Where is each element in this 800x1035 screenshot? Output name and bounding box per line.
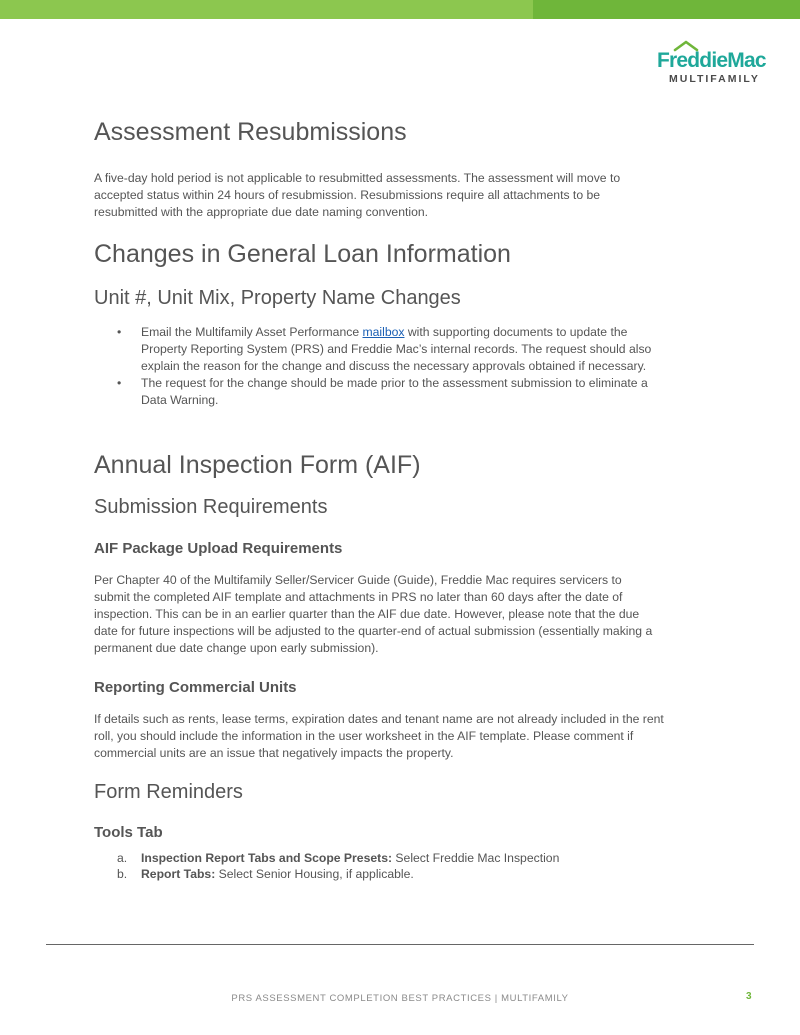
section-title-resubmissions: Assessment Resubmissions — [94, 118, 407, 146]
body-line: resubmitted with the appropriate due date naming convention. — [94, 205, 429, 219]
bullet-icon: • — [117, 376, 122, 390]
item-label: Inspection Report Tabs and Scope Presets: — [141, 851, 393, 865]
section-title-general-loan: Changes in General Loan Information — [94, 240, 511, 268]
body-line: If details such as rents, lease terms, expiration dates and tenant name are not already included in the rent — [94, 712, 664, 726]
top-accent-bar-dark — [533, 0, 800, 19]
unit-changes-list — [94, 324, 734, 409]
bullet-text: with supporting documents to update the — [404, 325, 628, 339]
tools-tab-list — [94, 850, 734, 882]
heading-tools-tab: Tools Tab — [94, 824, 163, 841]
bullet-text: explain the reason for the change and discuss the necessary approvals obtained if necessary. — [141, 359, 647, 373]
subsection-title-form-reminders: Form Reminders — [94, 781, 243, 803]
body-line: permanent due date change upon early submission). — [94, 641, 379, 655]
bullet-text: The request for the change should be made prior to the assessment submission to eliminate a — [141, 376, 648, 390]
bullet-text: Property Reporting System (PRS) and Freddie Mac’s internal records. The request should also — [141, 342, 652, 356]
body-line: date for future inspections will be adjusted to the quarter-end of actual submission (essentially making a — [94, 624, 653, 638]
logo-brand: FreddieMac — [657, 49, 766, 72]
bullet-text: Email the Multifamily Asset Performance — [141, 325, 363, 339]
heading-commercial-units: Reporting Commercial Units — [94, 679, 297, 696]
body-line: inspection. This can be in an earlier quarter than the AIF due date. However, please note that the due — [94, 607, 640, 621]
item-label: Report Tabs: — [141, 867, 216, 881]
heading-aif-package: AIF Package Upload Requirements — [94, 540, 343, 557]
subsection-title-unit-changes: Unit #, Unit Mix, Property Name Changes — [94, 287, 461, 309]
logo-subtitle: MULTIFAMILY — [669, 73, 760, 85]
body-line: accepted status within 24 hours of resubmission. Resubmissions require all attachments to be — [94, 188, 601, 202]
body-line: Per Chapter 40 of the Multifamily Seller/Servicer Guide (Guide), Freddie Mac requires servicers to — [94, 573, 622, 587]
footer-divider — [46, 944, 754, 945]
top-accent-bar — [0, 0, 800, 19]
body-line: roll, you should include the information in the user worksheet in the AIF template. Please comment if — [94, 729, 634, 743]
commercial-units-body — [94, 711, 754, 762]
subsection-title-submission: Submission Requirements — [94, 496, 328, 518]
page-number: 3 — [746, 991, 752, 1002]
section-title-aif: Annual Inspection Form (AIF) — [94, 451, 421, 479]
footer-title: PRS ASSESSMENT COMPLETION BEST PRACTICES | MULTIFAMILY — [231, 993, 569, 1004]
item-value: Select Freddie Mac Inspection — [392, 851, 560, 865]
list-item — [94, 375, 734, 409]
list-item — [94, 324, 734, 375]
mailbox-link[interactable]: mailbox — [362, 325, 405, 339]
bullet-text: Data Warning. — [141, 393, 219, 407]
bullet-icon: • — [117, 325, 122, 339]
body-line: submit the completed AIF template and attachments in PRS no later than 60 days after the date of — [94, 590, 623, 604]
body-line: A five-day hold period is not applicable to resubmitted assessments. The assessment will move to — [94, 171, 621, 185]
freddie-mac-logo — [655, 40, 780, 86]
aif-package-body — [94, 572, 754, 657]
list-item — [94, 850, 734, 866]
resubmissions-body — [94, 170, 734, 221]
list-marker: a. — [117, 851, 128, 865]
list-item — [94, 866, 734, 882]
list-marker: b. — [117, 867, 128, 881]
body-line: commercial units are an issue that negatively impacts the property. — [94, 746, 454, 760]
item-value: Select Senior Housing, if applicable. — [215, 867, 414, 881]
